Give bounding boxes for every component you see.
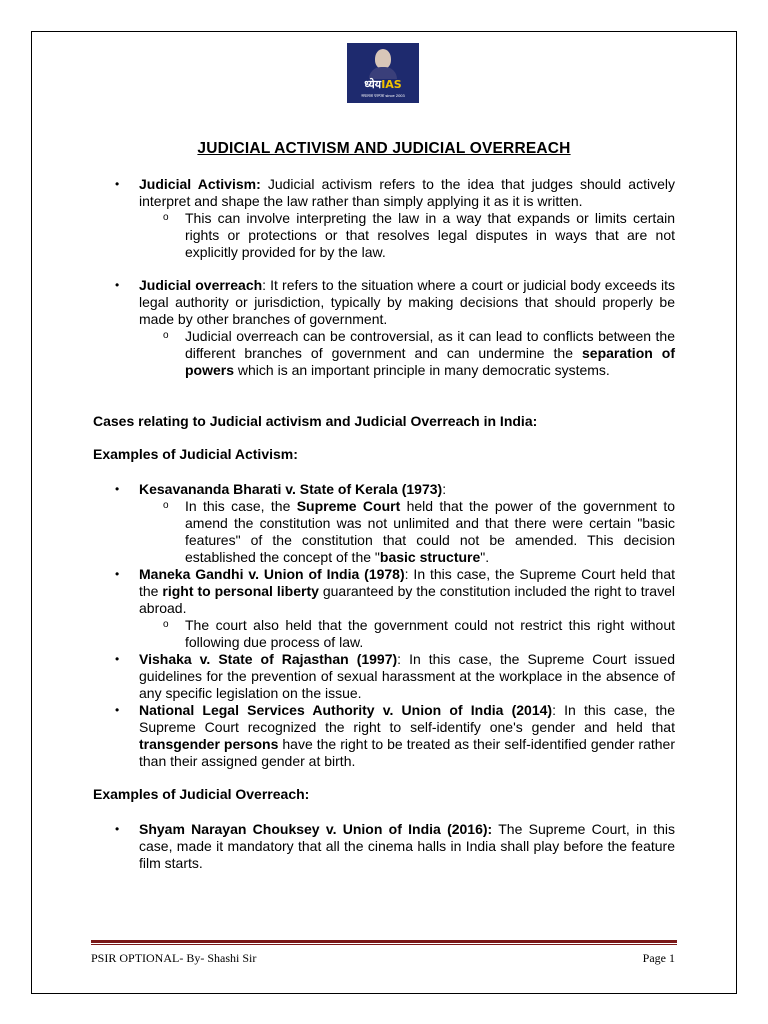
case-text: : In this case, the Supreme Court recognized the right to self-identify one's gender and held that	[139, 702, 675, 735]
spacer	[93, 261, 675, 277]
portrait-icon	[375, 49, 391, 69]
case-name: Maneka Gandhi v. Union of India (1978)	[139, 566, 405, 582]
overreach-examples-heading: Examples of Judicial Overreach:	[93, 786, 310, 802]
sub-text: The court also held that the government could not restrict this right without following due process of law.	[185, 617, 675, 650]
term: Judicial overreach	[139, 277, 263, 293]
sub-text: This can involve interpreting the law in a way that expands or limits certain rights or protections or that resolves legal disputes in ways that are not explicitly provided for by the law.	[185, 210, 675, 260]
activism-examples-heading: Examples of Judicial Activism:	[93, 446, 298, 462]
case-text: :	[442, 481, 447, 497]
case-name: Kesavananda Bharati v. State of Kerala (1973)	[139, 481, 443, 497]
page-number: Page 1	[642, 951, 675, 965]
spacer	[93, 770, 675, 786]
case-name: Shyam Narayan Chouksey v. Union of India (2016):	[139, 821, 493, 837]
sub-text: Judicial overreach can be controversial, as it can lead to conflicts between the different branches of government and can undermine the	[185, 328, 675, 361]
sub-emphasis: basic structure	[379, 549, 481, 565]
case-emphasis: transgender persons	[139, 736, 279, 752]
spacer	[93, 430, 675, 446]
sub-text: held that the power of the government to amend the constitution was not unlimited and that there were certain "basic features" of the constitution that could not be amended. This decision established the concept of the "	[185, 498, 675, 565]
spacer	[93, 463, 675, 481]
dhyeya-ias-logo	[347, 43, 419, 103]
list-item-judicial-activism	[93, 176, 675, 261]
case-item	[93, 651, 675, 702]
page-title: JUDICIAL ACTIVISM AND JUDICIAL OVERREACH	[197, 140, 571, 157]
case-text: : In this case, the Supreme Court issued guidelines for the prevention of sexual harassment at the workplace in the absence of any specific legislation on the issue.	[139, 651, 675, 701]
case-emphasis: right to personal liberty	[162, 583, 319, 599]
document-body	[93, 176, 675, 872]
spacer	[93, 803, 675, 821]
logo-tagline: सफलता परम्परा since 2003	[361, 93, 405, 98]
term: Judicial Activism:	[139, 176, 261, 192]
sub-text: In this case, the	[185, 498, 297, 514]
case-text: have the right to be treated as their self-identified gender rather than their assigned gender at birth.	[139, 736, 676, 769]
sub-emphasis: separation of powers	[185, 345, 676, 378]
sub-text: ".	[480, 549, 490, 565]
definitions-list	[93, 176, 675, 379]
sub-item	[139, 498, 675, 566]
case-name: National Legal Services Authority v. Union of India (2014)	[139, 702, 553, 718]
definition: Judicial activism refers to the idea that judges should actively interpret and shape the law rather than simply applying it as it is written.	[139, 176, 675, 209]
spacer	[93, 379, 675, 413]
footer-rule-thin	[91, 944, 677, 945]
sub-item	[139, 210, 675, 261]
case-item	[93, 566, 675, 651]
definition: : It refers to the situation where a court or judicial body exceeds its legal authority or jurisdiction, typically by making decisions that should properly be made by other branches of government.	[139, 277, 675, 327]
case-name: Vishaka v. State of Rajasthan (1997)	[139, 651, 398, 667]
case-item	[93, 702, 675, 770]
case-item	[93, 821, 675, 872]
case-text: : In this case, the Supreme Court held that the	[139, 566, 675, 599]
overreach-cases-list	[93, 821, 675, 872]
logo-brand-devanagari: ध्येय	[364, 78, 382, 91]
case-item	[93, 481, 675, 566]
activism-cases-list	[93, 481, 675, 770]
sub-text: which is an important principle in many democratic systems.	[234, 362, 610, 378]
logo-brand	[347, 79, 419, 91]
list-item-judicial-overreach	[93, 277, 675, 379]
sub-emphasis: Supreme Court	[296, 498, 401, 514]
footer-rule	[91, 940, 677, 943]
case-text: guaranteed by the constitution included the right to travel abroad.	[139, 583, 675, 616]
sub-item	[139, 328, 675, 379]
case-text: The Supreme Court, in this case, made it mandatory that all the cinema halls in India shall play before the feature film starts.	[139, 821, 676, 871]
sub-item	[139, 617, 675, 651]
logo-brand-latin: IAS	[381, 78, 402, 91]
footer-author: PSIR OPTIONAL- By- Shashi Sir	[91, 951, 257, 965]
cases-heading: Cases relating to Judicial activism and Judicial Overreach in India:	[93, 413, 538, 429]
